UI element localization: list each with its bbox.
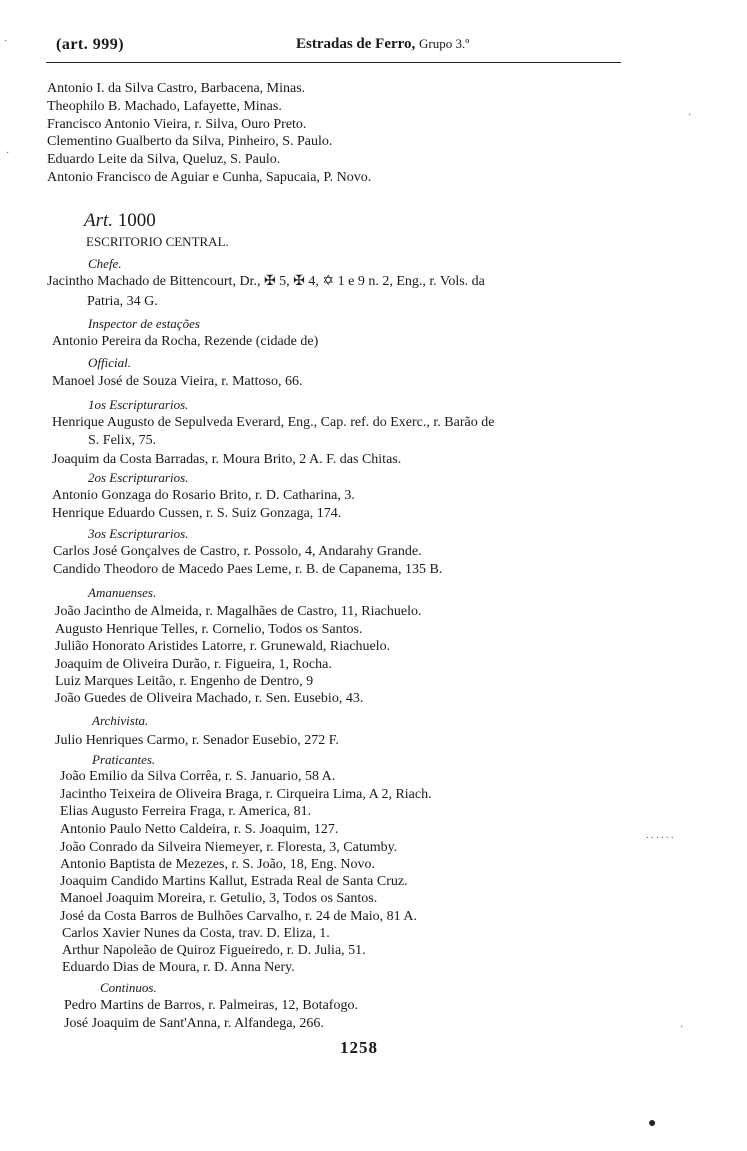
- list-item: Pedro Martins de Barros, r. Palmeiras, 12, Botafogo.: [64, 998, 358, 1013]
- section-title-praticantes: Praticantes.: [92, 752, 156, 767]
- list-item: João Conrado da Silveira Niemeyer, r. Floresta, 3, Catumby.: [60, 840, 398, 855]
- scan-speck: ·: [4, 36, 8, 47]
- running-header: [56, 36, 616, 58]
- section-title-escripturarios-3: 3os Escripturarios.: [88, 526, 189, 541]
- list-item: Jacintho Teixeira de Oliveira Braga, r. Cirqueira Lima, A 2, Riach.: [60, 787, 432, 802]
- list-item: Francisco Antonio Vieira, r. Silva, Ouro Preto.: [47, 117, 307, 132]
- list-item: Arthur Napoleão de Quiroz Figueiredo, r. D. Julia, 51.: [62, 943, 366, 958]
- header-rule: [46, 62, 621, 63]
- section-title-chefe: Chefe.: [88, 256, 122, 271]
- entry-line: Joaquim da Costa Barradas, r. Moura Brito, 2 A. F. das Chitas.: [52, 452, 402, 467]
- list-item: Antonio I. da Silva Castro, Barbacena, Minas.: [47, 81, 306, 96]
- article-number: 1000: [117, 210, 156, 231]
- entry-line: Antonio Gonzaga do Rosario Brito, r. D. Catharina, 3.: [52, 488, 355, 503]
- entry-line: Manoel José de Souza Vieira, r. Mattoso, 66.: [52, 374, 303, 389]
- list-item: Antonio Baptista de Mezezes, r. S. João, 18, Eng. Novo.: [60, 857, 375, 872]
- article-heading: [84, 210, 156, 232]
- list-item: Antonio Francisco de Aguiar e Cunha, Sapucaia, P. Novo.: [47, 170, 372, 185]
- section-title-inspector: Inspector de estações: [88, 316, 200, 331]
- page-number: 1258: [340, 1038, 378, 1057]
- scan-speck: ·: [688, 110, 692, 121]
- section-title-continuos: Continuos.: [100, 980, 157, 995]
- scan-speck: ·: [6, 148, 10, 159]
- section-title-archivista: Archivista.: [92, 713, 149, 728]
- article-subtitle: ESCRITORIO CENTRAL.: [86, 234, 229, 249]
- entry-line: Patria, 34 G.: [87, 294, 158, 309]
- entry-line: Henrique Eduardo Cussen, r. S. Suiz Gonzaga, 174.: [52, 506, 342, 521]
- entry-line: Candido Theodoro de Macedo Paes Leme, r. B. de Capanema, 135 B.: [53, 562, 443, 577]
- section-heading-group: Grupo 3.º: [419, 36, 470, 51]
- scan-speck: ●: [648, 1116, 657, 1131]
- entry-line: Jacintho Machado de Bittencourt, Dr., ✠ 5, ✠ 4, ✡ 1 e 9 n. 2, Eng., r. Vols. da: [47, 274, 485, 289]
- list-item: Augusto Henrique Telles, r. Cornelio, Todos os Santos.: [55, 622, 363, 637]
- list-item: Eduardo Leite da Silva, Queluz, S. Paulo.: [47, 152, 281, 167]
- entry-line: Carlos José Gonçalves de Castro, r. Possolo, 4, Andarahy Grande.: [53, 544, 422, 559]
- section-title-escripturarios-1: 1os Escripturarios.: [88, 397, 189, 412]
- entry-line: Antonio Pereira da Rocha, Rezende (cidade de): [52, 334, 319, 349]
- entry-line: Henrique Augusto de Sepulveda Everard, Eng., Cap. ref. do Exerc., r. Barão de: [52, 415, 495, 430]
- list-item: Clementino Gualberto da Silva, Pinheiro, S. Paulo.: [47, 134, 333, 149]
- list-item: Theophilo B. Machado, Lafayette, Minas.: [47, 99, 282, 114]
- list-item: Antonio Paulo Netto Caldeira, r. S. Joaquim, 127.: [60, 822, 339, 837]
- list-item: João Jacintho de Almeida, r. Magalhães de Castro, 11, Riachuelo.: [55, 604, 422, 619]
- scan-speck: . . . . . .: [646, 830, 674, 841]
- section-heading: [296, 36, 469, 53]
- article-prefix: Art.: [84, 210, 114, 231]
- list-item: José da Costa Barros de Bulhões Carvalho, r. 24 de Maio, 81 A.: [60, 909, 417, 924]
- scan-speck: ·: [680, 1022, 684, 1033]
- list-item: Julião Honorato Aristides Latorre, r. Grunewald, Riachuelo.: [55, 639, 391, 654]
- list-item: Joaquim de Oliveira Durão, r. Figueira, 1, Rocha.: [55, 657, 332, 672]
- list-item: João Guedes de Oliveira Machado, r. Sen. Eusebio, 43.: [55, 691, 364, 706]
- list-item: Elias Augusto Ferreira Fraga, r. America, 81.: [60, 804, 312, 819]
- list-item: Carlos Xavier Nunes da Costa, trav. D. Eliza, 1.: [62, 926, 330, 941]
- list-item: José Joaquim de Sant'Anna, r. Alfandega, 266.: [64, 1016, 324, 1031]
- entry-line: S. Felix, 75.: [88, 433, 157, 448]
- article-range: (art. 999): [56, 36, 125, 53]
- entry-line: Julio Henriques Carmo, r. Senador Eusebio, 272 F.: [55, 733, 339, 748]
- list-item: Manoel Joaquim Moreira, r. Getulio, 3, Todos os Santos.: [60, 891, 378, 906]
- list-item: Joaquim Candido Martins Kallut, Estrada Real de Santa Cruz.: [60, 874, 408, 889]
- list-item: Eduardo Dias de Moura, r. D. Anna Nery.: [62, 960, 295, 975]
- section-title-amanuenses: Amanuenses.: [88, 585, 157, 600]
- list-item: João Emilio da Silva Corrêa, r. S. Januario, 58 A.: [60, 769, 336, 784]
- section-title-official: Official.: [88, 355, 131, 370]
- section-title-escripturarios-2: 2os Escripturarios.: [88, 470, 189, 485]
- section-heading-title: Estradas de Ferro,: [296, 36, 416, 52]
- list-item: Luiz Marques Leitão, r. Engenho de Dentro, 9: [55, 674, 314, 689]
